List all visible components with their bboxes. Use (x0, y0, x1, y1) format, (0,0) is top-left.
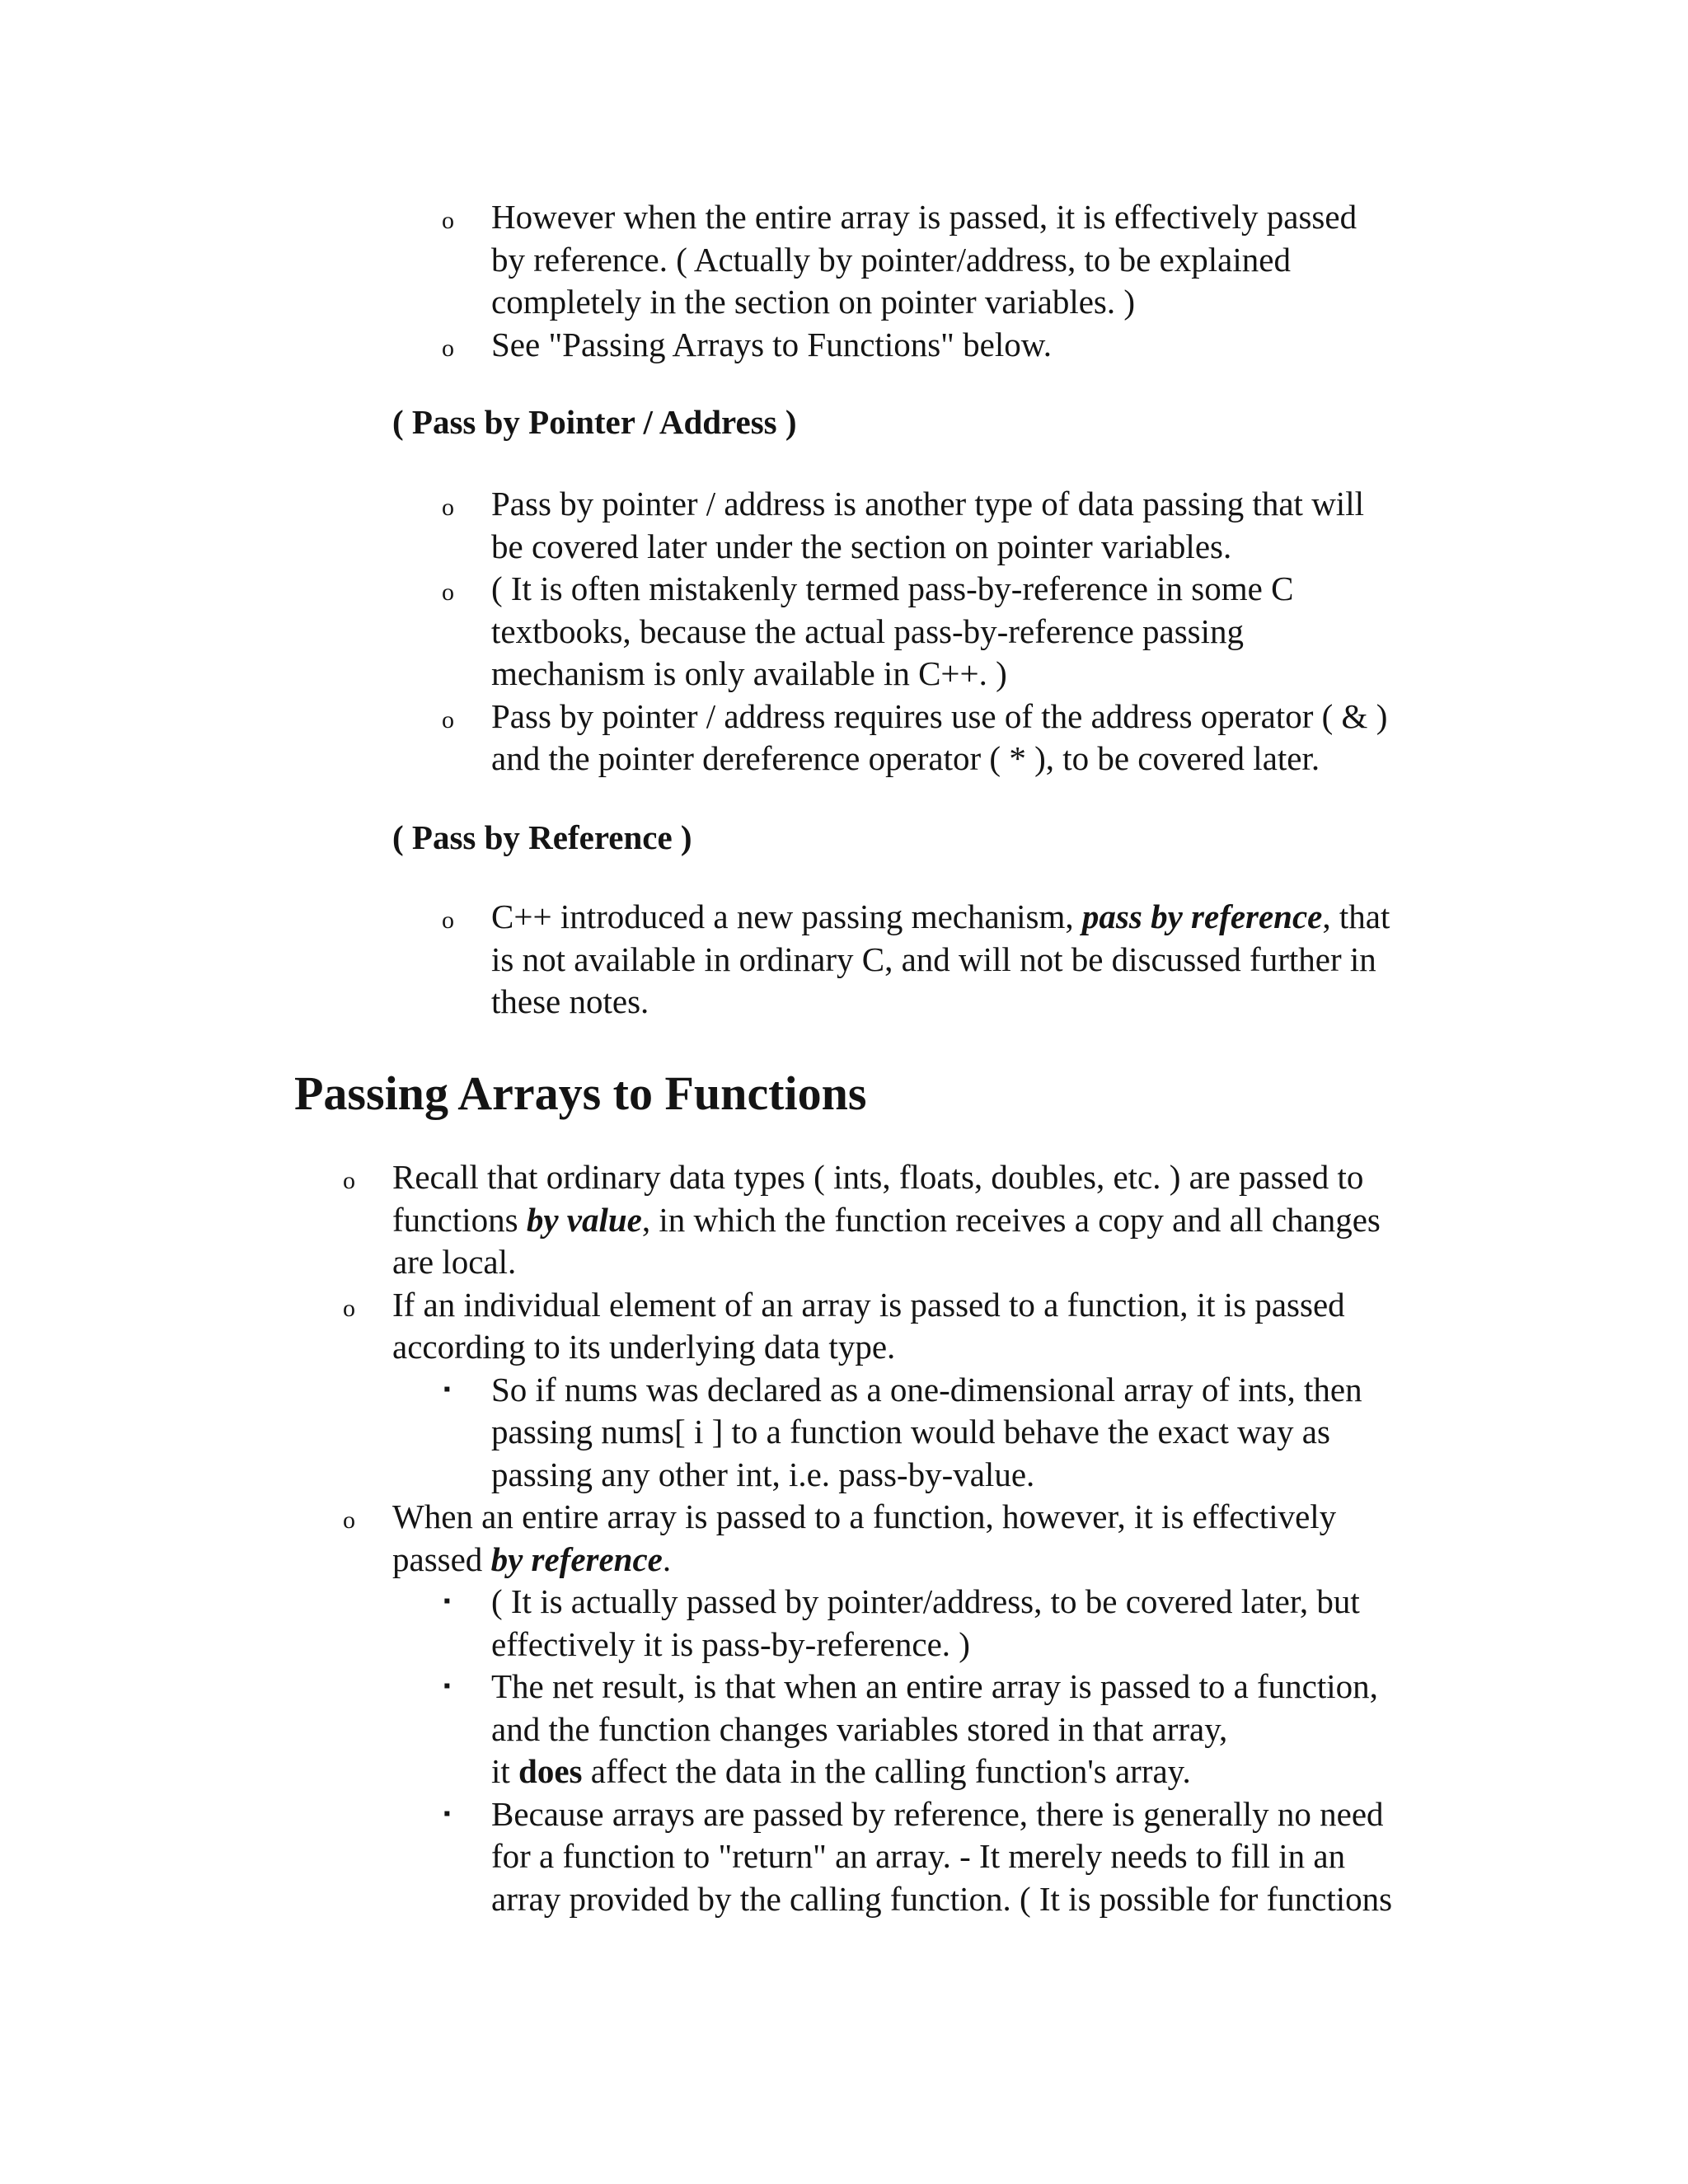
item-line: passing any other int, i.e. pass-by-value. (491, 1455, 1035, 1493)
item-line: it does affect the data in the calling function's array. (491, 1752, 1191, 1790)
list-item (343, 1496, 1563, 1920)
square-bullet: ▪ (443, 1378, 451, 1400)
emphasis-text: pass by reference (1081, 898, 1323, 935)
circle-bullet: o (343, 1167, 355, 1194)
square-bullet: ▪ (443, 1802, 451, 1825)
item-line: mechanism is only available in C++. ) (491, 654, 1007, 692)
list-item (442, 696, 1563, 780)
continuation-list (442, 196, 1522, 366)
item-line: array provided by the calling function. ( It is possible for functions (491, 1879, 1393, 1918)
pass-by-pointer-list (442, 483, 1563, 780)
item-line: are local. (392, 1243, 517, 1281)
item-line: If an individual element of an array is passed to a function, it is passed (392, 1285, 1345, 1324)
nested-list (392, 1369, 1563, 1497)
item-line: Because arrays are passed by reference, there is generally no need (491, 1794, 1384, 1833)
item-line: and the pointer dereference operator ( * ), to be covered later. (491, 739, 1320, 777)
item-line: Recall that ordinary data types ( ints, floats, doubles, etc. ) are passed to (392, 1158, 1364, 1196)
square-bullet: ▪ (443, 1591, 451, 1612)
item-line: textbooks, because the actual pass-by-reference passing (491, 612, 1245, 650)
emphasis-text: does (518, 1752, 583, 1790)
list-item (442, 568, 1563, 696)
item-line: these notes. (491, 982, 649, 1020)
list-item (343, 1284, 1563, 1497)
circle-bullet: o (343, 1507, 355, 1534)
emphasis-text: by value (526, 1200, 642, 1239)
item-line: The net result, is that when an entire array is passed to a function, (491, 1667, 1378, 1705)
circle-bullet: o (343, 1294, 355, 1322)
item-line: according to its underlying data type. (392, 1328, 896, 1366)
circle-bullet: o (442, 579, 454, 606)
list-item (442, 483, 1563, 568)
circle-bullet: o (442, 207, 454, 234)
item-line: When an entire array is passed to a function, however, it is effectively (392, 1497, 1337, 1535)
item-line: functions by value, in which the function receives a copy and all changes (392, 1200, 1381, 1239)
pass-by-pointer-heading: ( Pass by Pointer / Address ) (392, 403, 797, 441)
item-line: completely in the section on pointer variables. ) (491, 283, 1136, 321)
item-line: ( It is actually passed by pointer/address, to be covered later, but (491, 1582, 1360, 1620)
list-item (443, 1793, 1563, 1921)
item-line: ( It is often mistakenly termed pass-by-reference in some C (491, 569, 1294, 607)
list-item (442, 896, 1563, 1024)
pass-by-reference-heading: ( Pass by Reference ) (392, 818, 692, 856)
list-item (343, 1156, 1563, 1284)
passing-arrays-list (343, 1156, 1563, 1920)
pass-by-reference-list (442, 896, 1563, 1024)
list-item (443, 1581, 1563, 1666)
item-line: is not available in ordinary C, and will not be discussed further in (491, 940, 1376, 978)
item-line: and the function changes variables stored in that array, (491, 1709, 1228, 1748)
list-item (442, 324, 1522, 367)
item-line: See "Passing Arrays to Functions" below. (491, 325, 1052, 363)
circle-bullet: o (442, 494, 454, 521)
circle-bullet: o (442, 907, 454, 934)
item-line: effectively it is pass-by-reference. ) (491, 1624, 970, 1663)
list-item (443, 1666, 1563, 1793)
item-line: by reference. ( Actually by pointer/address, to be explained (491, 240, 1291, 279)
list-item (443, 1369, 1563, 1497)
item-line: passed by reference. (392, 1540, 672, 1578)
item-line: for a function to "return" an array. - It merely needs to fill in an (491, 1837, 1346, 1875)
passing-arrays-heading: Passing Arrays to Functions (294, 1066, 867, 1120)
square-bullet: ▪ (443, 1675, 451, 1697)
item-line: Pass by pointer / address is another type of data passing that will (491, 485, 1364, 523)
list-item (442, 196, 1522, 324)
circle-bullet: o (442, 334, 454, 362)
item-line: So if nums was declared as a one-dimensional array of ints, then (491, 1370, 1362, 1408)
nested-list (392, 1581, 1563, 1920)
item-line: However when the entire array is passed, it is effectively passed (491, 198, 1357, 236)
circle-bullet: o (442, 705, 454, 733)
emphasis-text: by reference (490, 1540, 663, 1578)
item-line: C++ introduced a new passing mechanism, pass by reference, that (491, 898, 1390, 935)
item-line: Pass by pointer / address requires use of the address operator ( & ) (491, 696, 1388, 735)
item-line: be covered later under the section on pointer variables. (491, 527, 1232, 565)
item-line: passing nums[ i ] to a function would behave the exact way as (491, 1413, 1330, 1451)
